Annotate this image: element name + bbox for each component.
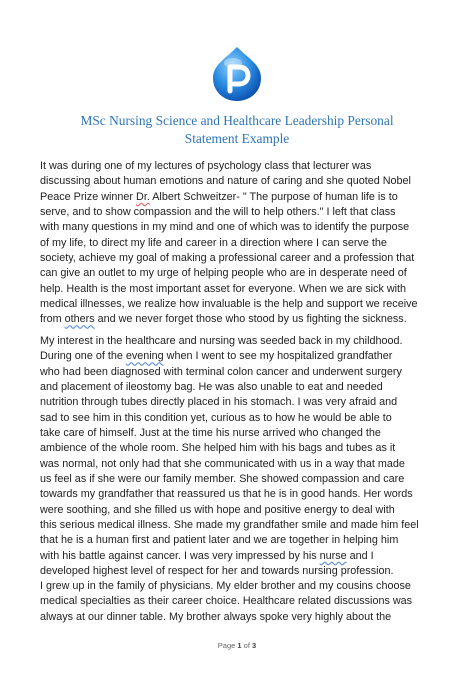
text-line: take care of himself. Just at the time his nurse arrived who changed the bbox=[40, 427, 381, 440]
text-line: with many questions in my mind and one of which was to identify the purpose bbox=[40, 221, 410, 234]
text-line: It was during one of my lectures of psychology class that lecturer was bbox=[40, 160, 372, 172]
grammar-word: others bbox=[64, 313, 95, 326]
text-line: from others and we never forget those who stood by us fighting the sickness. bbox=[40, 313, 407, 326]
text-line: with his battle against cancer. I was very impressed by his nurse and I bbox=[40, 549, 374, 562]
p-drop-logo-icon bbox=[209, 45, 265, 103]
text-line: were soothing, and she filled us with hope and positive energy to deal with bbox=[40, 503, 395, 516]
text-line: My interest in the healthcare and nursing was seeded back in my childhood. bbox=[40, 335, 403, 347]
text-line: us feel as if she were our family member. She showed compassion and care bbox=[40, 473, 405, 486]
text-line: help. Health is the most important asset for everyone. When we are sick with bbox=[40, 282, 407, 295]
text-line: this serious medical illness. She made my grandfather smile and made him feel bbox=[40, 519, 419, 532]
document-title bbox=[20, 112, 454, 148]
text-line: who had been diagnosed with terminal colon cancer and underwent surgery bbox=[40, 365, 402, 378]
text-line: sad to see him in this condition yet, curious as to how he would be able to bbox=[40, 411, 392, 424]
text-line: medical illnesses, we realize how invaluable is the help and support we receive bbox=[40, 298, 418, 311]
paragraph-1 bbox=[40, 159, 460, 328]
text-line: medical specialties as their career choice. Healthcare related discussions was bbox=[40, 595, 413, 608]
title-line: MSc Nursing Science and Healthcare Leadership Personal bbox=[80, 113, 394, 128]
text-line: I grew up in the family of physicians. My elder brother and my cousins choose bbox=[40, 580, 411, 592]
page-number bbox=[0, 641, 474, 650]
paragraph-3 bbox=[40, 579, 460, 625]
text-line: During one of the evening when I went to see my hospitalized grandfather bbox=[40, 350, 393, 363]
paragraph-2 bbox=[40, 334, 460, 580]
spellcheck-word: Dr. bbox=[136, 190, 150, 203]
total-pages: 3 bbox=[252, 641, 257, 650]
text-line: discussing about human emotions and nature of caring and she quoted Nobel bbox=[40, 175, 411, 188]
grammar-word: evening bbox=[125, 350, 164, 363]
text-line: ambience of the whole room. She helped him with his bags and tubes as it bbox=[40, 442, 396, 455]
text-line: developed highest level of respect for her and towards nursing profession. bbox=[40, 565, 394, 578]
grammar-word: nurse bbox=[319, 549, 347, 562]
text-line: Peace Prize winner Dr. Albert Schweitzer- " The purpose of human life is to bbox=[40, 190, 398, 203]
text-line: and placement of ileostomy bag. He was also unable to eat and needed bbox=[40, 381, 383, 394]
text-line: towards my grandfather that reassured us that he is in good hands. Her words bbox=[40, 488, 413, 501]
text-line: of my life, to direct my life and career in a direction where I can serve the bbox=[40, 236, 387, 249]
text-line: can give an outlet to my urge of helping people who are in desperate need of bbox=[40, 267, 407, 280]
page-prefix: Page bbox=[217, 641, 238, 650]
text-line: was normal, not only had that she communicated with us in a way that made bbox=[40, 457, 405, 470]
text-line: that he is a human first and patient later and we are together in helping him bbox=[40, 534, 399, 547]
page-middle: of bbox=[241, 641, 253, 650]
title-line: Statement Example bbox=[184, 131, 290, 146]
current-page: 1 bbox=[237, 641, 242, 650]
text-line: always at our dinner table. My brother always spoke very highly about the bbox=[40, 610, 392, 623]
text-line: society, achieve my goal of making a professional career and a profession that bbox=[40, 252, 415, 265]
text-line: serve, and to show compassion and the will to help others." I left that class bbox=[40, 206, 396, 219]
text-line: nutrition through tubes directly placed in his stomach. I was very afraid and bbox=[40, 396, 398, 409]
